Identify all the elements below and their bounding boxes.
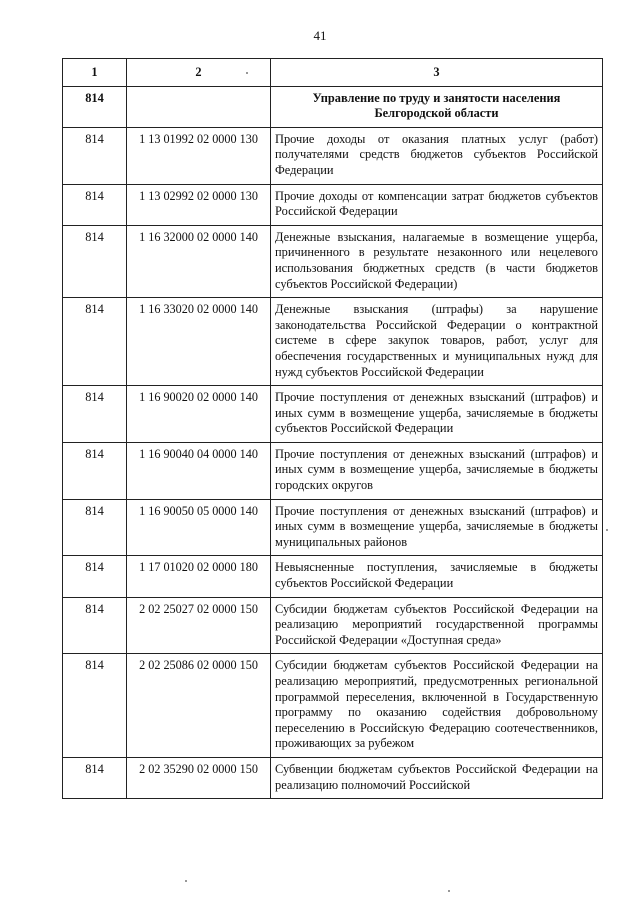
revenue-description: Прочие поступления от денежных взысканий (штрафов) и иных сумм в возмещение ущерба, зачисляемые в бюджеты городских округов	[271, 442, 603, 499]
admin-code: 814	[63, 86, 127, 127]
section-title: Управление по труду и занятости населения Белгородской области	[271, 86, 603, 127]
admin-code: 814	[63, 386, 127, 443]
table-row	[63, 127, 603, 184]
kbk-code	[127, 86, 271, 127]
revenue-description: Субсидии бюджетам субъектов Российской Федерации на реализацию мероприятий, предусмотренных региональной программой переселения, включенной в Государственную программу по оказанию содействия добровольному переселению в Российскую Федерацию соотечественников, проживающих за рубежом	[271, 654, 603, 758]
admin-code: 814	[63, 556, 127, 597]
admin-code: 814	[63, 184, 127, 225]
scan-speck	[246, 72, 248, 74]
revenue-description: Денежные взыскания, налагаемые в возмещение ущерба, причиненного в результате незаконного или нецелевого использования бюджетных средств (в части бюджетов субъектов Российской Федерации)	[271, 225, 603, 297]
kbk-code: 1 16 90020 02 0000 140	[127, 386, 271, 443]
table-row	[63, 499, 603, 556]
admin-code: 814	[63, 127, 127, 184]
table-row	[63, 298, 603, 386]
revenue-description: Невыясненные поступления, зачисляемые в бюджеты субъектов Российской Федерации	[271, 556, 603, 597]
scan-speck	[185, 880, 187, 882]
table-row	[63, 654, 603, 758]
table-row	[63, 757, 603, 798]
revenue-description: Прочие доходы от оказания платных услуг (работ) получателями средств бюджетов субъектов Российской Федерации	[271, 127, 603, 184]
revenue-classification-table	[62, 58, 603, 799]
admin-code: 814	[63, 597, 127, 654]
kbk-code: 1 13 01992 02 0000 130	[127, 127, 271, 184]
admin-code: 814	[63, 654, 127, 758]
column-header-2: 2	[127, 59, 271, 87]
table-row-section	[63, 86, 603, 127]
table-header-row	[63, 59, 603, 87]
admin-code: 814	[63, 757, 127, 798]
admin-code: 814	[63, 298, 127, 386]
kbk-code: 2 02 35290 02 0000 150	[127, 757, 271, 798]
column-header-3: 3	[271, 59, 603, 87]
kbk-code: 1 13 02992 02 0000 130	[127, 184, 271, 225]
table-row	[63, 556, 603, 597]
table-row	[63, 386, 603, 443]
kbk-code: 1 16 33020 02 0000 140	[127, 298, 271, 386]
kbk-code: 2 02 25086 02 0000 150	[127, 654, 271, 758]
kbk-code: 2 02 25027 02 0000 150	[127, 597, 271, 654]
admin-code: 814	[63, 499, 127, 556]
kbk-code: 1 17 01020 02 0000 180	[127, 556, 271, 597]
revenue-description: Прочие поступления от денежных взысканий (штрафов) и иных сумм в возмещение ущерба, зачисляемые в бюджеты муниципальных районов	[271, 499, 603, 556]
scan-speck	[606, 529, 608, 531]
scan-speck	[448, 890, 450, 892]
revenue-description: Субсидии бюджетам субъектов Российской Федерации на реализацию мероприятий государственной программы Российской Федерации «Доступная среда»	[271, 597, 603, 654]
revenue-description: Субвенции бюджетам субъектов Российской Федерации на реализацию полномочий Российской	[271, 757, 603, 798]
table-row	[63, 184, 603, 225]
table-row	[63, 225, 603, 297]
kbk-code: 1 16 90040 04 0000 140	[127, 442, 271, 499]
kbk-code: 1 16 90050 05 0000 140	[127, 499, 271, 556]
admin-code: 814	[63, 442, 127, 499]
admin-code: 814	[63, 225, 127, 297]
column-header-1: 1	[63, 59, 127, 87]
revenue-description: Денежные взыскания (штрафы) за нарушение законодательства Российской Федерации о контрактной системе в сфере закупок товаров, работ, услуг для обеспечения государственных и муниципальных нужд для нужд субъектов Российской Федерации	[271, 298, 603, 386]
table-row	[63, 442, 603, 499]
revenue-description: Прочие доходы от компенсации затрат бюджетов субъектов Российской Федерации	[271, 184, 603, 225]
table-row	[63, 597, 603, 654]
kbk-code: 1 16 32000 02 0000 140	[127, 225, 271, 297]
page-number: 41	[313, 28, 327, 43]
revenue-description: Прочие поступления от денежных взысканий (штрафов) и иных сумм в возмещение ущерба, зачисляемые в бюджеты субъектов Российской Федерации	[271, 386, 603, 443]
